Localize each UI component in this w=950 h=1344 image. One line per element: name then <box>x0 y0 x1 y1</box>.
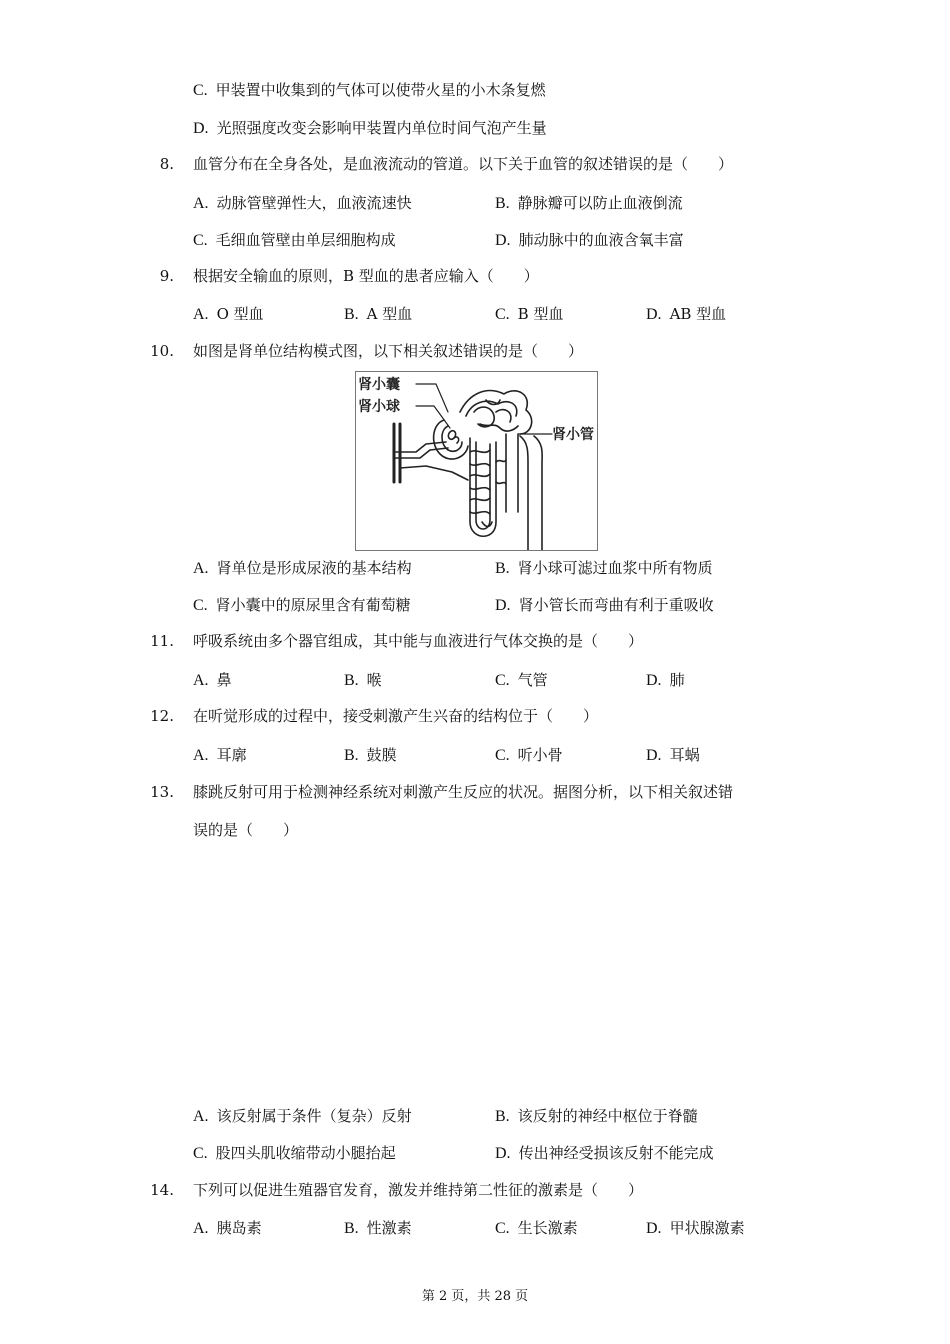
question-text: 下列可以促进生殖器官发育，激发并维持第二性征的激素是（ ） <box>193 1181 644 1199</box>
option-text: AB 型血 <box>669 305 727 323</box>
option-text: 股四头肌收缩带动小腿抬起 <box>215 1144 396 1162</box>
question-number: 10. <box>150 342 174 360</box>
q9-option-b <box>344 303 412 326</box>
q10-option-a <box>193 557 412 580</box>
option-letter: B. <box>344 747 359 764</box>
option-letter: A. <box>193 560 209 577</box>
option-letter: C. <box>495 672 510 689</box>
q8-option-c <box>193 229 396 252</box>
option-letter: A. <box>193 1108 209 1125</box>
option-text: A 型血 <box>366 305 413 323</box>
option-text: 肾小球可滤过血浆中所有物质 <box>517 559 713 577</box>
option-text: 肺 <box>669 671 685 689</box>
question-text: 如图是肾单位结构模式图，以下相关叙述错误的是（ ） <box>193 342 584 360</box>
q7-option-c <box>193 79 546 102</box>
question-text: 血管分布在全身各处，是血液流动的管道。以下关于血管的叙述错误的是（ ） <box>193 155 734 173</box>
option-text: 静脉瓣可以防止血液倒流 <box>517 194 683 212</box>
nephron-diagram <box>355 371 598 551</box>
q14-option-c <box>495 1217 578 1240</box>
option-letter: B. <box>344 306 359 323</box>
q11-option-b <box>344 669 382 692</box>
q8-option-b <box>495 192 683 215</box>
question-number: 8. <box>159 155 174 173</box>
option-letter: C. <box>495 306 510 323</box>
question-number: 11. <box>150 632 174 650</box>
option-letter: C. <box>193 232 208 249</box>
option-text: 性激素 <box>366 1219 412 1237</box>
option-text: 耳廓 <box>216 746 247 764</box>
q9-option-a <box>193 303 264 326</box>
option-text: 生长激素 <box>517 1219 578 1237</box>
label-renal-capsule: 肾小囊 <box>358 377 400 393</box>
q14-option-a <box>193 1217 262 1240</box>
option-text: 毛细血管壁由单层细胞构成 <box>215 231 396 249</box>
option-letter: C. <box>495 747 510 764</box>
question-13-continuation: 误的是（ ） <box>193 821 299 839</box>
option-letter: D. <box>646 1220 662 1237</box>
option-letter: D. <box>646 672 662 689</box>
question-text: 在听觉形成的过程中，接受刺激产生兴奋的结构位于（ ） <box>193 707 599 725</box>
nephron-drawing <box>356 372 597 550</box>
question-text: 根据安全输血的原则，B 型血的患者应输入（ ） <box>193 267 539 285</box>
option-text: 肾单位是形成尿液的基本结构 <box>216 559 412 577</box>
question-text: 呼吸系统由多个器官组成，其中能与血液进行气体交换的是（ ） <box>193 632 644 650</box>
option-text: 耳蜗 <box>669 746 700 764</box>
q13-option-c <box>193 1142 396 1165</box>
option-text: 动脉管壁弹性大，血液流速快 <box>216 194 412 212</box>
option-letter: A. <box>193 747 209 764</box>
option-letter: B. <box>344 672 359 689</box>
question-number: 12. <box>150 707 174 725</box>
option-text: 胰岛素 <box>216 1219 262 1237</box>
option-text: 听小骨 <box>517 746 563 764</box>
option-letter: B. <box>344 1220 359 1237</box>
question-number: 13. <box>150 783 174 801</box>
option-letter: D. <box>646 306 662 323</box>
q7-option-d <box>193 117 547 140</box>
option-text: 甲状腺激素 <box>669 1219 745 1237</box>
option-letter: A. <box>193 195 209 212</box>
label-glomerulus: 肾小球 <box>358 399 400 415</box>
q14-option-d <box>646 1217 745 1240</box>
option-letter: D. <box>495 1145 511 1162</box>
option-text: 该反射的神经中枢位于脊髓 <box>517 1107 698 1125</box>
option-letter: B. <box>495 195 510 212</box>
option-text: 气管 <box>517 671 548 689</box>
option-text: 肺动脉中的血液含氧丰富 <box>518 231 684 249</box>
q12-option-c <box>495 744 563 767</box>
label-renal-tubule: 肾小管 <box>552 427 594 443</box>
option-text: 喉 <box>366 671 382 689</box>
question-number: 14. <box>150 1181 174 1199</box>
option-text: O 型血 <box>216 305 264 323</box>
option-letter: D. <box>193 120 209 137</box>
option-text: 肾小管长而弯曲有利于重吸收 <box>518 596 714 614</box>
q13-option-a <box>193 1105 412 1128</box>
option-text: 传出神经受损该反射不能完成 <box>518 1144 714 1162</box>
q12-option-d <box>646 744 700 767</box>
option-text: 甲装置中收集到的气体可以使带火星的小木条复燃 <box>215 81 546 99</box>
q9-option-d <box>646 303 726 326</box>
q11-option-a <box>193 669 232 692</box>
option-letter: C. <box>193 597 208 614</box>
q14-option-b <box>344 1217 412 1240</box>
q13-option-d <box>495 1142 714 1165</box>
q8-option-a <box>193 192 412 215</box>
option-text: 光照强度改变会影响甲装置内单位时间气泡产生量 <box>216 119 547 137</box>
option-letter: A. <box>193 672 209 689</box>
question-number: 9. <box>159 267 174 285</box>
page-footer: 第 2 页，共 28 页 <box>421 1289 529 1304</box>
q12-option-b <box>344 744 397 767</box>
option-letter: B. <box>495 1108 510 1125</box>
option-letter: C. <box>495 1220 510 1237</box>
option-letter: D. <box>646 747 662 764</box>
q12-option-a <box>193 744 247 767</box>
q10-option-d <box>495 594 714 617</box>
option-text: 肾小囊中的原尿里含有葡萄糖 <box>215 596 411 614</box>
q10-option-c <box>193 594 411 617</box>
option-text: 该反射属于条件（复杂）反射 <box>216 1107 412 1125</box>
q11-option-d <box>646 669 685 692</box>
q9-option-c <box>495 303 563 326</box>
option-letter: B. <box>495 560 510 577</box>
option-text: B 型血 <box>517 305 564 323</box>
q13-option-b <box>495 1105 698 1128</box>
q10-option-b <box>495 557 713 580</box>
option-letter: C. <box>193 82 208 99</box>
q11-option-c <box>495 669 548 692</box>
q8-option-d <box>495 229 684 252</box>
option-text: 鼻 <box>216 671 232 689</box>
option-letter: A. <box>193 306 209 323</box>
question-text: 膝跳反射可用于检测神经系统对刺激产生反应的状况。据图分析，以下相关叙述错 <box>193 783 734 801</box>
option-letter: A. <box>193 1220 209 1237</box>
option-letter: D. <box>495 232 511 249</box>
option-letter: C. <box>193 1145 208 1162</box>
option-letter: D. <box>495 597 511 614</box>
option-text: 鼓膜 <box>366 746 397 764</box>
